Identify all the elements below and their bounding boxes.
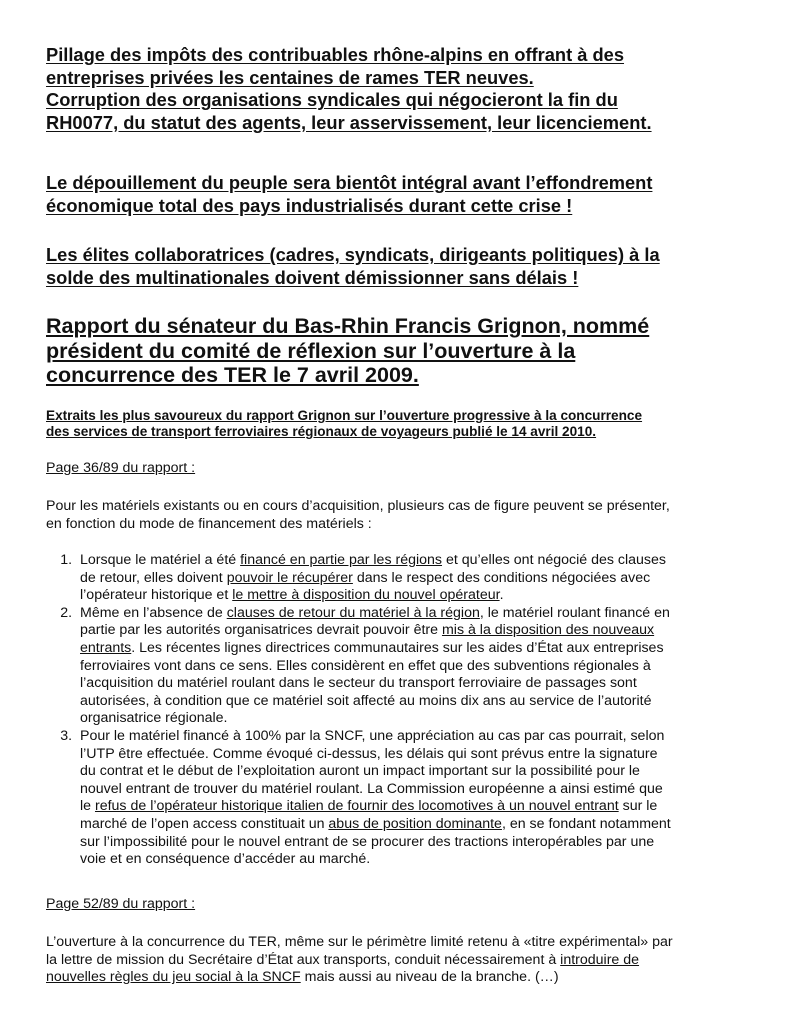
page-label-text: Page 52/89 du rapport : <box>46 896 196 912</box>
report-heading <box>46 314 766 388</box>
list-item-3: 3. Pour le matériel financé à 100% par la SNCF, une appréciation au cas par cas pourrait, selon l’UTP être effectuée. Comme évoqué ci-dessus, les délais qui sont prévus entre la signature du contrat et le début de l’exploitation auront un impact important sur la possibilité pour le nouvel entrant de trouver du matériel roulant. La Commission européenne a ainsi estimé que le refus de l’opérateur historique italien de fournir des locomotives à un nouvel entrant sur le marché de l’open access constituait un abus de position dominante, en se fondant notamment sur l’impossibilité pour le nouvel entrant de se procurer des tractions interopérables par une voie et en conséquence d’accéder au marché. <box>76 728 754 869</box>
underlined-phrase: clauses de retour du matériel à la région <box>226 604 480 621</box>
body-line: Pour les matériels existants ou en cours d’acquisition, plusieurs cas de figure peuvent se présenter, <box>46 498 670 514</box>
intro-line: entreprises privées les centaines de rames TER neuves. <box>46 66 534 88</box>
page-label-52 <box>46 896 766 914</box>
intro-line: RH0077, du statut des agents, leur asservissement, leur licenciement. <box>46 111 652 133</box>
underlined-phrase: introduire de <box>560 951 640 968</box>
report-subheading <box>46 408 766 440</box>
underlined-phrase: financé en partie par les régions <box>240 552 443 568</box>
page52-paragraph: L’ouverture à la concurrence du TER, même sur le périmètre limité retenu à «titre expérimental» par la lettre de mission du Secrétaire d’État aux transports, conduit nécessairement à introduire de nouvelles règles du jeu social à la SNCF mais aussi au niveau de la branche. (…) <box>46 934 673 986</box>
underlined-phrase: le mettre à disposition du nouvel opérateur <box>232 587 500 604</box>
underlined-phrase: abus de position dominante <box>328 815 502 832</box>
intro-line: Pillage des impôts des contribuables rhône-alpins en offrant à des <box>46 44 625 65</box>
intro-paragraph <box>46 44 766 134</box>
heading-line: Rapport du sénateur du Bas-Rhin Francis Grignon, nommé <box>46 314 650 338</box>
statement-line: Le dépouillement du peuple sera bientôt intégral avant l’effondrement <box>46 172 653 193</box>
subheading-line: Extraits les plus savoureux du rapport Grignon sur l’ouverture progressive à la concurrence <box>46 408 643 423</box>
demand-paragraph <box>46 244 766 289</box>
intro-line: Corruption des organisations syndicales qui négocieront la fin du <box>46 89 618 110</box>
underlined-phrase: mis à la disposition des nouveaux <box>441 622 655 639</box>
page36-intro <box>46 498 766 533</box>
subheading-line: des services de transport ferroviaires régionaux de voyageurs publié le 14 avril 2010. <box>46 424 597 439</box>
list-item-1: 1. Lorsque le matériel a été financé en partie par les régions et qu’elles ont négocié des clauses de retour, elles doivent pouvoir le récupérer dans le respect des conditions négociées avec l’opérateur historique et le mettre à disposition du nouvel opérateur. <box>76 552 754 605</box>
underlined-phrase: entrants <box>80 639 132 656</box>
statement-paragraph <box>46 172 766 217</box>
underlined-phrase: nouvelles règles du jeu social à la SNCF <box>46 969 301 986</box>
underlined-phrase: pouvoir le récupérer <box>226 569 353 586</box>
heading-line: concurrence des TER le 7 avril 2009. <box>46 363 419 387</box>
numbered-list <box>34 552 754 869</box>
page-label-36 <box>46 460 766 478</box>
demand-line: solde des multinationales doivent démissionner sans délais ! <box>46 266 579 288</box>
page-label-text: Page 36/89 du rapport : <box>46 460 196 476</box>
body-line: en fonction du mode de financement des matériels : <box>46 515 372 532</box>
statement-line: économique total des pays industrialisés durant cette crise ! <box>46 194 573 216</box>
list-item-2: 2. Même en l’absence de clauses de retour du matériel à la région, le matériel roulant financé en partie par les autorités organisatrices devrait pouvoir être mis à la disposition des nouveaux entrants. Les récentes lignes directrices communautaires sur les aides d’État aux entreprises ferroviaires vont dans ce sens. Elles considèrent en effet que des subventions régionales à l’acquisition du matériel roulant dans le secteur du transport ferroviaire de passages sont autorisées, à condition que ce matériel soit affecté au moins dix ans au service de l’autorité organisatrice régionale. <box>76 605 754 728</box>
demand-line: Les élites collaboratrices (cadres, syndicats, dirigeants politiques) à la <box>46 244 660 265</box>
underlined-phrase: refus de l’opérateur historique italien de fournir des locomotives à un nouvel entrant <box>94 798 619 815</box>
heading-line: président du comité de réflexion sur l’ouverture à la <box>46 338 576 363</box>
